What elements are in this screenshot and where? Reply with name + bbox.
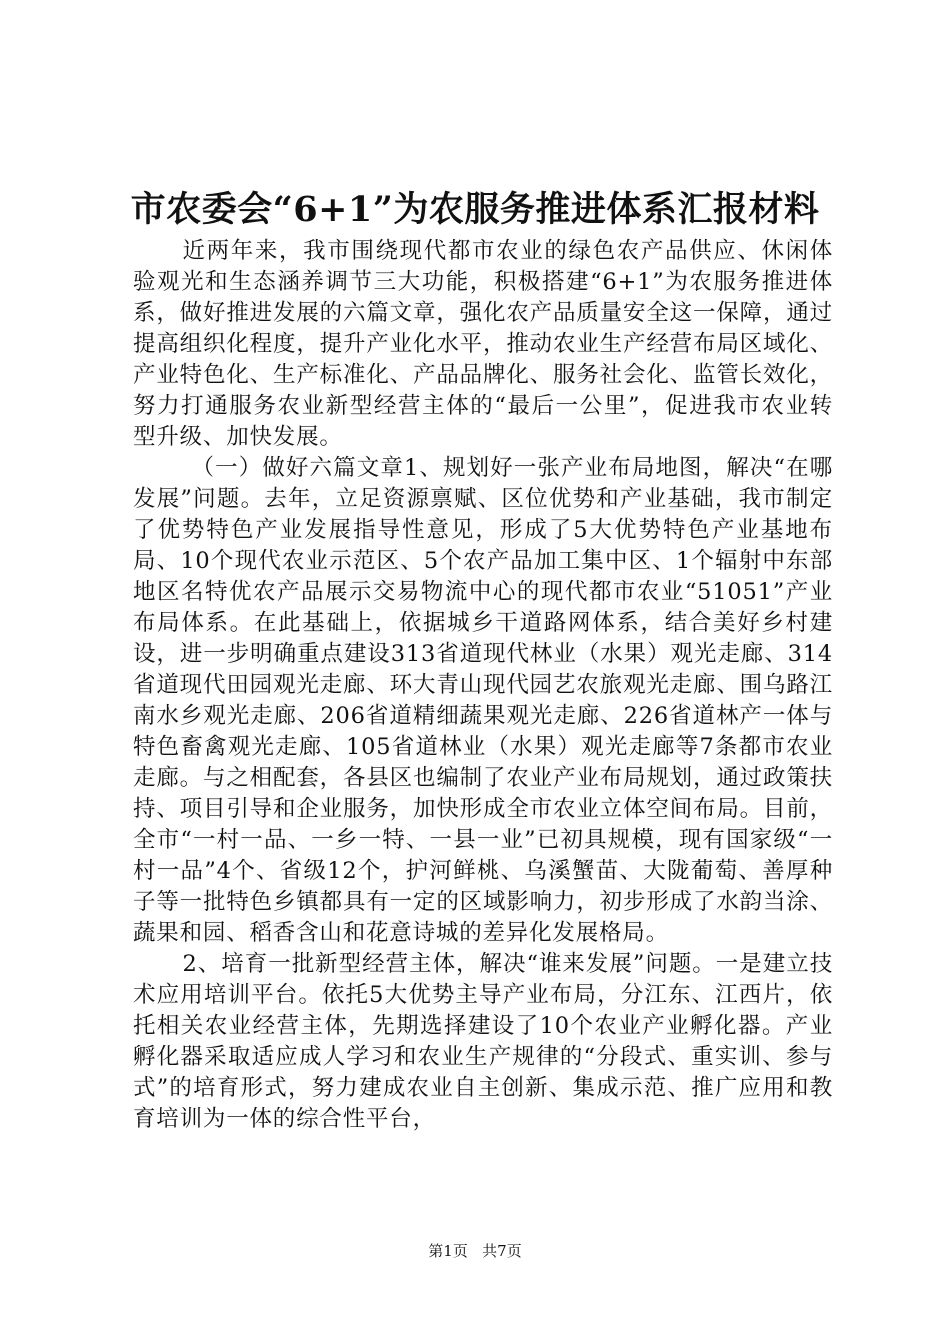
page-number: 第1页: [428, 1242, 468, 1260]
document-title: 市农委会“6+1”为农服务推进体系汇报材料: [130, 189, 820, 230]
paragraph-section-two: 2、培育一批新型经营主体，解决“谁来发展”问题。一是建立技术应用培训平台。依托5大优势主导产业布局，分江东、江西片，依托相关农业经营主体，先期选择建设了10个农业产业孵化器。产业孵化器采取适应成人学习和农业生产规律的“分段式、重实训、参与式”的培育形式，努力建成农业自主创新、集成示范、推广应用和教育培训为一体的综合性平台，: [133, 951, 833, 1132]
paragraph-section-one: （一）做好六篇文章1、规划好一张产业布局地图，解决“在哪发展”问题。去年，立足资源禀赋、区位优势和产业基础，我市制定了优势特色产业发展指导性意见，形成了5大优势特色产业基地布局、10个现代农业示范区、5个农产品加工集中区、1个辐射中东部地区名特优农产品展示交易物流中心的现代都市农业“51051”产业布局体系。在此基础上，依据城乡干道路网体系，结合美好乡村建设，进一步明确重点建设313省道现代林业（水果）观光走廊、314省道现代田园观光走廊、环大青山现代园艺农旅观光走廊、围乌路江南水乡观光走廊、206省道精细蔬果观光走廊、226省道林产一体与特色畜禽观光走廊、105省道林业（水果）观光走廊等7条都市农业走廊。与之相配套，各县区也编制了农业产业布局规划，通过政策扶持、项目引导和企业服务，加快形成全市农业立体空间布局。目前，全市“一村一品、一乡一特、一县一业”已初具规模，现有国家级“一村一品”4个、省级12个，护河鲜桃、乌溪蟹苗、大陇葡萄、善厚种子等一批特色乡镇都具有一定的区域影响力，初步形成了水韵当涂、蔬果和园、稻香含山和花意诗城的差异化发展格局。: [133, 455, 833, 946]
page-total: 共7页: [482, 1242, 522, 1260]
paragraph-intro: 近两年来，我市围绕现代都市农业的绿色农产品供应、休闲体验观光和生态涵养调节三大功能，积极搭建“6+1”为农服务推进体系，做好推进发展的六篇文章，强化农产品质量安全这一保障，通过提高组织化程度，提升产业化水平，推动农业生产经营布局区域化、产业特色化、生产标准化、产品品牌化、服务社会化、监管长效化，努力打通服务农业新型经营主体的“最后一公里”，促进我市农业转型升级、加快发展。: [133, 238, 833, 450]
page-footer: [0, 1241, 950, 1261]
footer-spacer: [473, 1242, 478, 1260]
document-body: [133, 236, 833, 1135]
